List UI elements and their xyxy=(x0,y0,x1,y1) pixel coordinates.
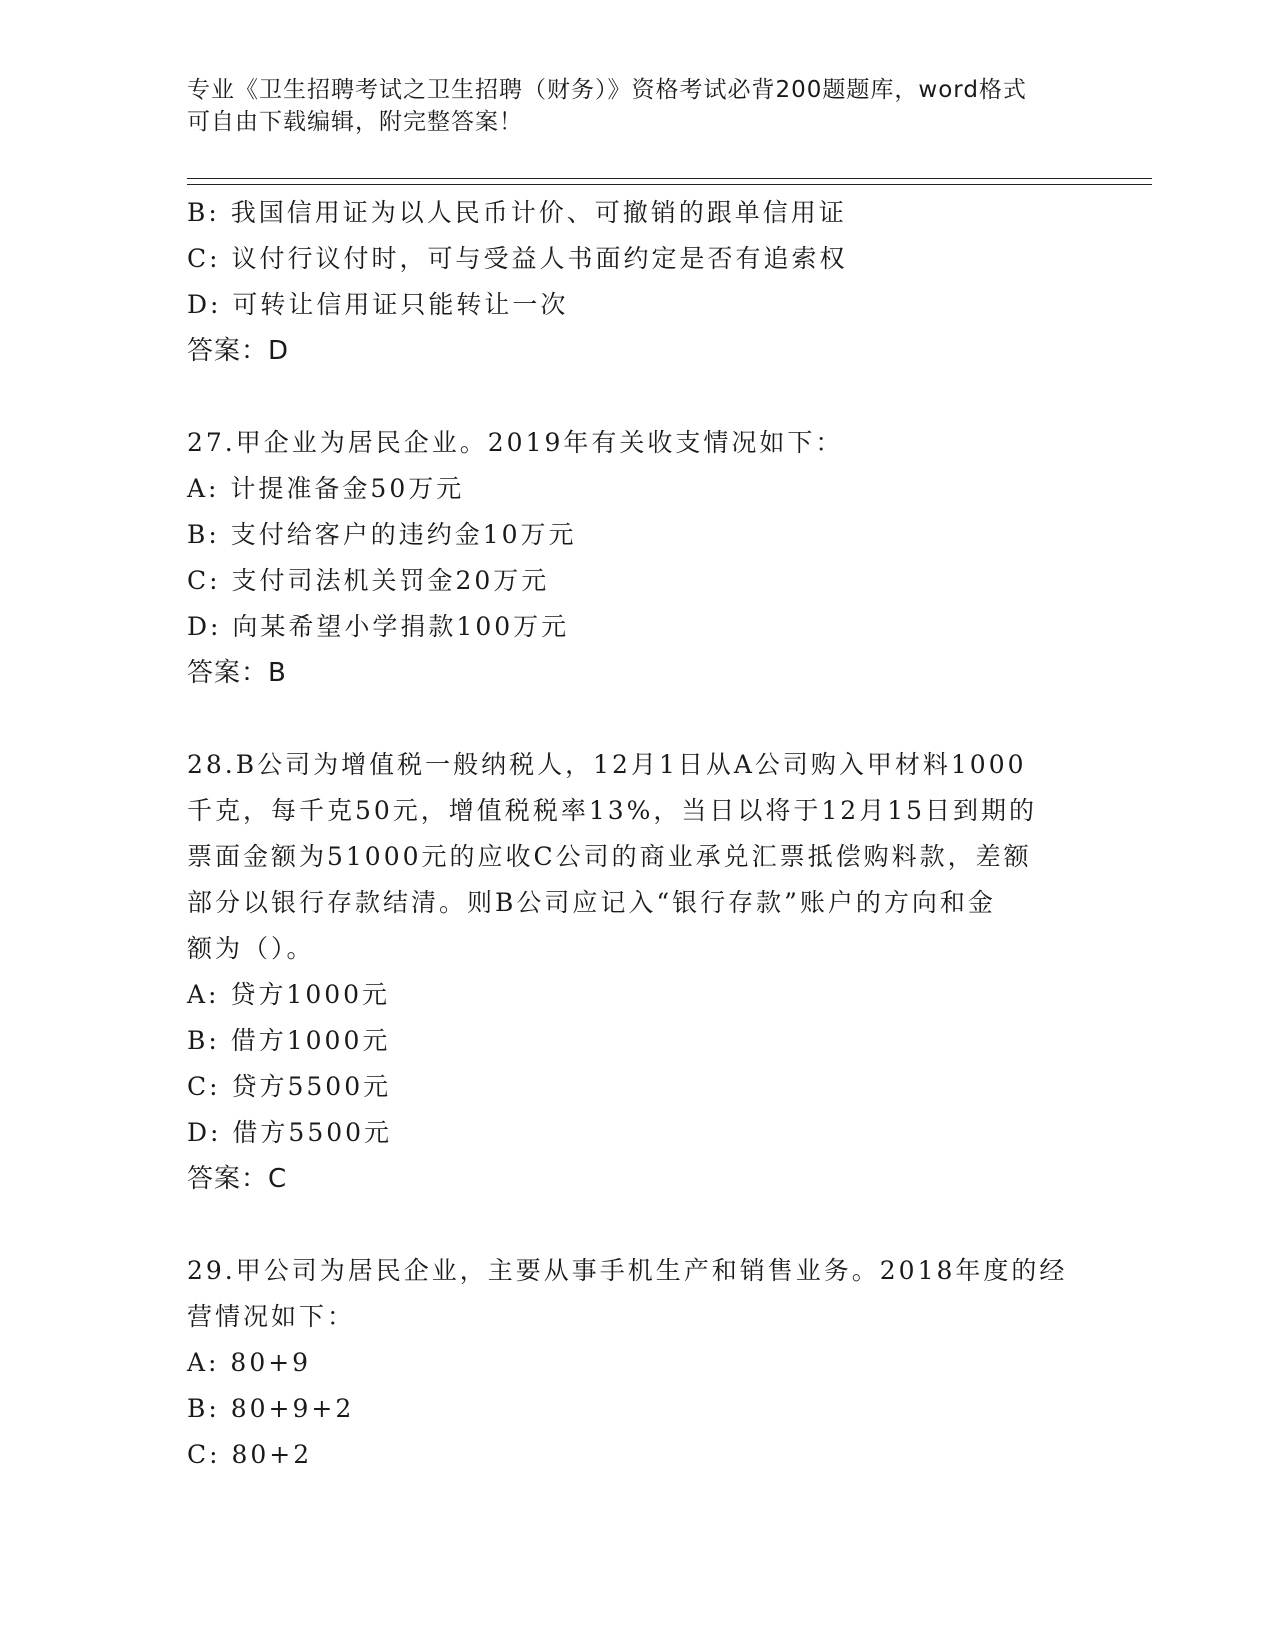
answer: 答案：B xyxy=(187,658,287,688)
question-27 xyxy=(187,420,1087,696)
header-divider-bottom xyxy=(187,184,1152,185)
question-list xyxy=(187,190,1087,1478)
option-a: A: 贷方1000元 xyxy=(187,980,391,1009)
question-29 xyxy=(187,1248,1087,1478)
option-b: B: 支付给客户的违约金10万元 xyxy=(187,520,577,549)
option-a: A: 80+9 xyxy=(187,1348,312,1377)
question-stem-line: 28.B公司为增值税一般纳税人，12月1日从A公司购入甲材料1000 xyxy=(187,750,1027,779)
question-stem-line: 营情况如下： xyxy=(187,1302,356,1331)
question-26-tail xyxy=(187,190,1087,374)
header-divider-top xyxy=(187,178,1152,179)
spacer xyxy=(187,374,1087,420)
question-stem-line: 额为（）。 xyxy=(187,934,315,963)
question-stem: 27.甲企业为居民企业。2019年有关收支情况如下： xyxy=(187,428,844,457)
option-c: C: 80+2 xyxy=(187,1440,313,1469)
header-title-line-1: 专业《卫生招聘考试之卫生招聘（财务）》资格考试必背200题题库，word格式 xyxy=(187,77,1027,103)
question-stem-line: 部分以银行存款结清。则B公司应记入“银行存款”账户的方向和金 xyxy=(187,888,996,917)
answer: 答案：C xyxy=(187,1164,288,1194)
option-c: C: 支付司法机关罚金20万元 xyxy=(187,566,550,595)
option-a: A: 计提准备金50万元 xyxy=(187,474,465,503)
option-b: B: 借方1000元 xyxy=(187,1026,391,1055)
header-title-line-2: 可自由下载编辑，附完整答案！ xyxy=(187,109,523,135)
spacer xyxy=(187,696,1087,742)
option-c: C: 贷方5500元 xyxy=(187,1072,392,1101)
document-header xyxy=(187,74,1087,138)
option-b: B: 我国信用证为以人民币计价、可撤销的跟单信用证 xyxy=(187,198,847,227)
option-d: D: 向某希望小学捐款100万元 xyxy=(187,612,570,641)
question-stem-line: 29.甲公司为居民企业，主要从事手机生产和销售业务。2018年度的经 xyxy=(187,1256,1068,1285)
option-d: D: 借方5500元 xyxy=(187,1118,393,1147)
option-b: B: 80+9+2 xyxy=(187,1394,355,1423)
option-d: D: 可转让信用证只能转让一次 xyxy=(187,290,569,319)
option-c: C: 议付行议付时，可与受益人书面约定是否有追索权 xyxy=(187,244,848,273)
spacer xyxy=(187,1202,1087,1248)
question-stem-line: 千克，每千克50元，增值税税率13%，当日以将于12月15日到期的 xyxy=(187,796,1038,825)
question-28 xyxy=(187,742,1087,1202)
question-stem-line: 票面金额为51000元的应收C公司的商业承兑汇票抵偿购料款，差额 xyxy=(187,842,1032,871)
answer: 答案：D xyxy=(187,336,290,366)
